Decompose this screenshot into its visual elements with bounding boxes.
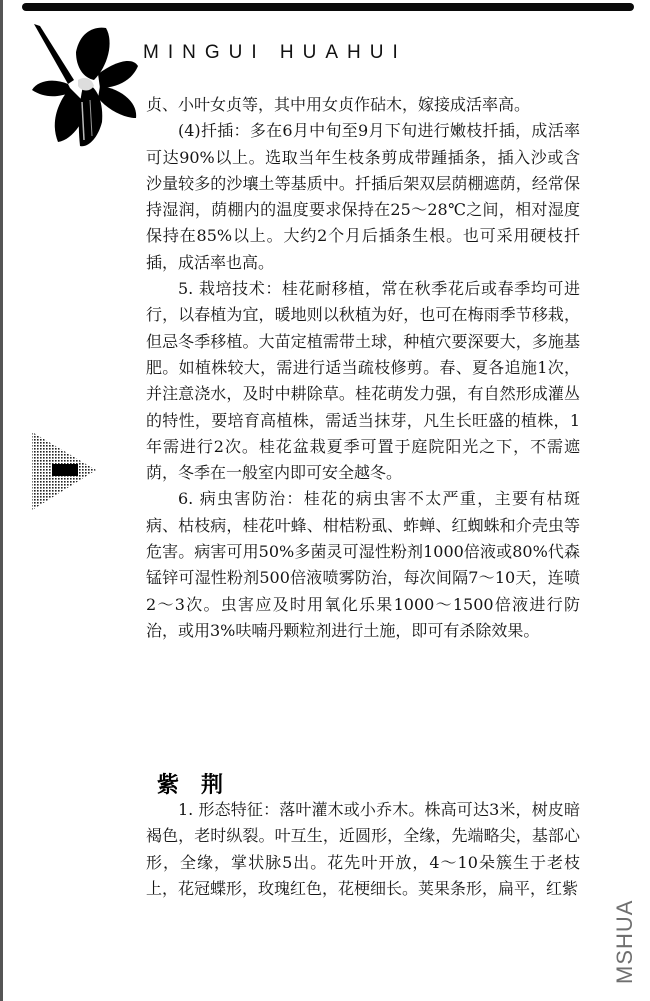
paragraph-cultivation: 5. 栽培技术：桂花耐移植，常在秋季花后或春季均可进行，以春植为宜，暖地则以秋植为好，也可在梅雨季节移栽，但忌冬季移植。大苗定植需带土球，种植穴要深要大，多施基肥。如植株较大，需进行适当疏枝修剪。春、夏各追施1次，并注意浇水，及时中耕除草。桂花萌发力强，有自然形成灌丛的特性，要培育高植株，需适当抹芽，凡生长旺盛的植株，1年需进行2次。桂花盆栽夏季可置于庭院阳光之下，不需遮荫，冬季在一般室内即可安全越冬。	[146, 279, 580, 483]
paragraph: 贞、小叶女贞等，其中用女贞作砧木，嫁接成活率高。	[146, 95, 531, 114]
watermark: MSHUA	[612, 899, 637, 984]
header-rule	[22, 3, 634, 11]
body-text-bottom	[146, 797, 580, 902]
orchid-flower-icon	[28, 22, 144, 148]
body-text-top	[146, 92, 580, 644]
section-title: 紫荆	[157, 773, 246, 798]
paragraph-pest-control: 6. 病虫害防治：桂花的病虫害不太严重，主要有枯斑病、枯枝病，桂花叶蜂、柑桔粉虱、蚱蝉、红蜘蛛和介壳虫等危害。病害可用50%多菌灵可湿性粉剂1000倍液或80%代森锰锌可湿性粉剂500倍液喷雾防治，每次间隔7～10天，连喷2～3次。虫害应及时用氧化乐果1000～1500倍液进行防治，或用3%呋喃丹颗粒剂进行土施，即可有杀除效果。	[146, 489, 580, 640]
paragraph-morphology: 1. 形态特征：落叶灌木或小乔木。株高可达3米，树皮暗褐色，老时纵裂。叶互生，近圆形，全缘，先端略尖，基部心形，全缘，掌状脉5出。花先叶开放，4～10朵簇生于老枝上，花冠蝶形，玫瑰红色，花梗细长。荚果条形，扁平，红紫	[146, 800, 580, 898]
side-tab-triangle-icon	[28, 430, 100, 512]
page-edge	[0, 0, 3, 1001]
paragraph-cuttings: (4)扦插：多在6月中旬至9月下旬进行嫩枝扦插，成活率可达90%以上。选取当年生枝条剪成带踵插条，插入沙或含沙量较多的沙壤土等基质中。扦插后架双层荫棚遮荫，经常保持湿润，荫棚内的温度要求保持在25～28℃之间，相对湿度保持在85%以上。大约2个月后插条生根。也可采用硬枝扦插，成活率也高。	[146, 121, 580, 272]
running-head: MINGUI HUAHUI	[143, 42, 407, 63]
